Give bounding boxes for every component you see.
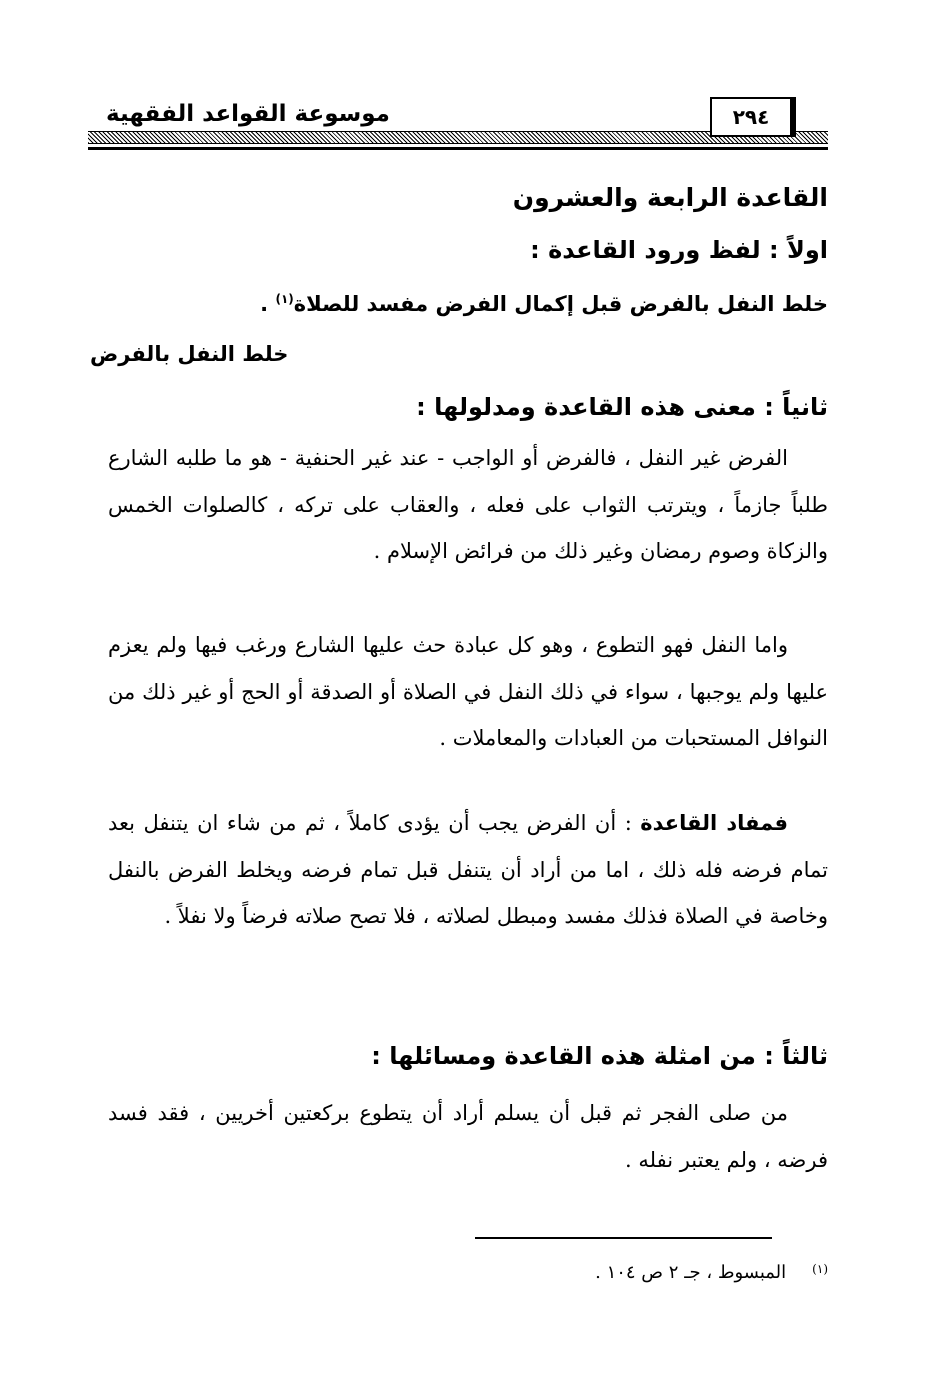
meaning-paragraph-2-text: واما النفل فهو التطوع ، وهو كل عبادة حث عليها الشارع ورغب فيها ولم يعزم عليها ولم يوجبها ، سواء في ذلك النفل في الصلاة أو الصدقة أو الحج أو غير ذلك من النوافل المستحبات من العبادات والمعاملات . — [108, 633, 828, 750]
meaning-paragraph-1-text: الفرض غير النفل ، فالفرض أو الواجب - عند غير الحنفية - هو ما طلبه الشارع طلباً جازماً ، ويترتب الثواب على فعله ، والعقاب على تركه ، كالصلوات الخمس والزكاة وصوم رمضان وغير ذلك من فرائض الإسلام . — [108, 446, 828, 563]
example-paragraph-1-text: من صلى الفجر ثم قبل أن يسلم أراد أن يتطوع بركعتين أخريين ، فقد فسد فرضه ، ولم يعتبر نفله . — [108, 1101, 828, 1172]
footnote-text: المبسوط ، جـ ٢ ص ١٠٤ . — [595, 1262, 787, 1283]
section2-heading: ثانياً : معنى هذه القاعدة ومدلولها : — [416, 393, 828, 421]
footnote-marker: (١) — [812, 1262, 828, 1276]
section1-heading: اولاً : لفظ ورود القاعدة : — [530, 236, 828, 264]
rule-statement-text: خلط النفل بالفرض قبل إكمال الفرض مفسد للصلاة — [293, 292, 828, 316]
meaning-paragraph-3-text: : أن الفرض يجب أن يؤدى كاملاً ، ثم من شاء ان يتنفل بعد تمام فرضه فله ذلك ، اما من أراد أن يتنفل قبل تمام فرضه ويخلط الفرض بالنفل وخاصة في الصلاة فذلك مفسد ومبطل لصلاته ، فلا تصح صلاته فرضاً ولا نفلاً . — [108, 811, 828, 928]
footnote — [595, 1262, 828, 1283]
page-number: ٢٩٤ — [710, 97, 796, 137]
rule-purport-label: فمفاد القاعدة — [640, 811, 788, 835]
meaning-paragraph-3 — [108, 800, 828, 940]
section3-heading: ثالثاً : من امثلة هذه القاعدة ومسائلها : — [371, 1042, 828, 1070]
rule-statement-end: . — [260, 292, 276, 316]
footnote-separator — [475, 1237, 772, 1239]
meaning-paragraph-2 — [108, 622, 828, 762]
header-underline — [88, 147, 828, 150]
footnote-reference: (١) — [275, 292, 294, 306]
meaning-paragraph-1 — [108, 435, 828, 575]
example-paragraph-1 — [108, 1090, 828, 1183]
rule-statement — [260, 292, 828, 316]
rule-short-form: خلط النفل بالفرض — [90, 342, 289, 366]
book-title: موسوعة القواعد الفقهية — [98, 101, 398, 127]
page-header — [88, 95, 828, 155]
rule-title: القاعدة الرابعة والعشرون — [512, 183, 828, 212]
